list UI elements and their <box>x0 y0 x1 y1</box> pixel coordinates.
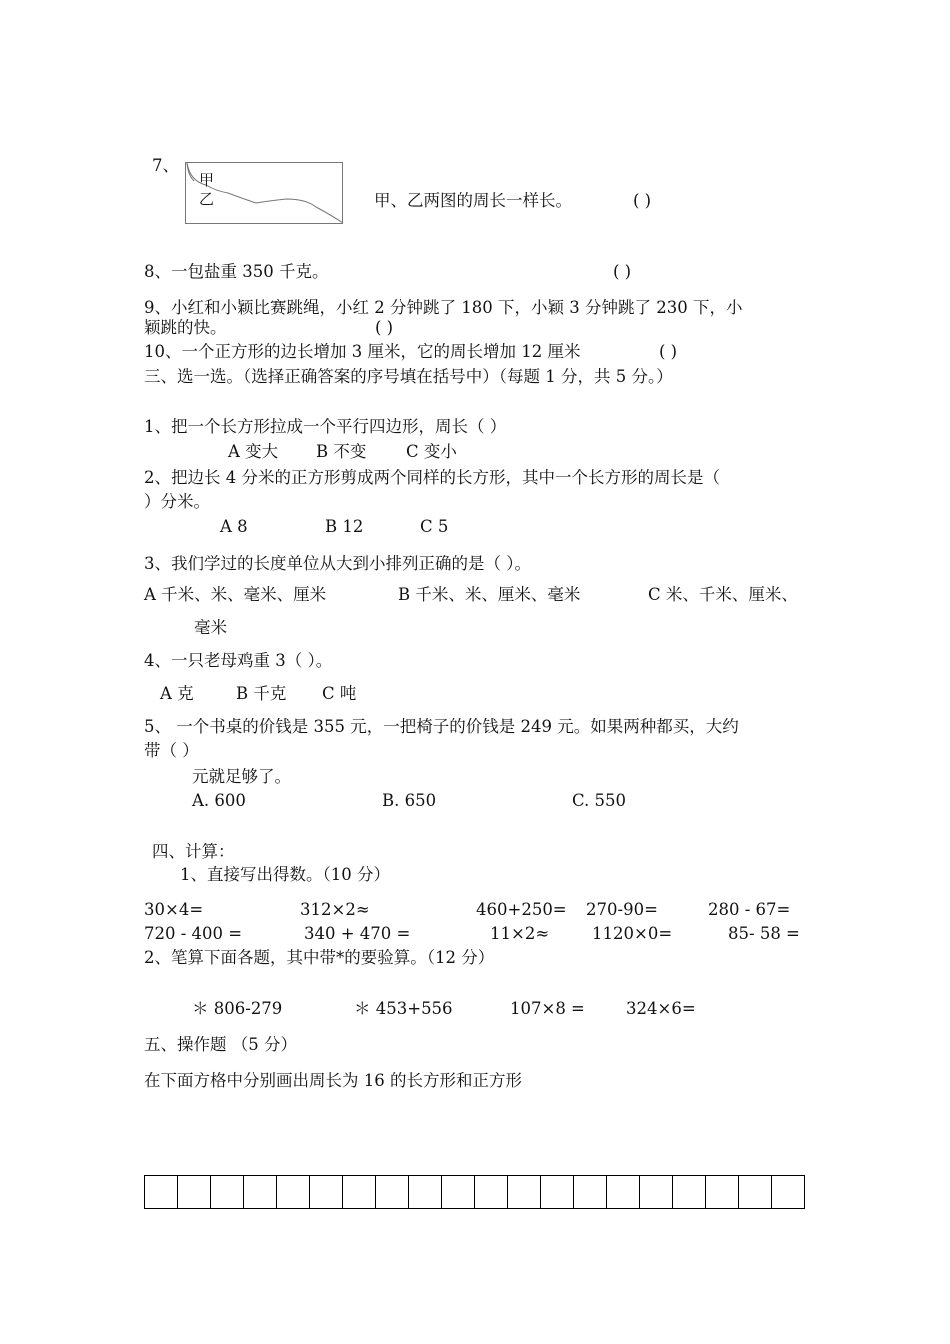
s3-q3-text: 3、我们学过的长度单位从大到小排列正确的是（ ）。 <box>144 554 531 573</box>
grid-cell[interactable] <box>639 1175 673 1209</box>
q9-answer-paren[interactable]: ( ) <box>375 318 394 337</box>
grid-cell[interactable] <box>738 1175 772 1209</box>
q7-label-jia: 甲 <box>199 171 215 189</box>
s3-q5-option-b[interactable]: B. 650 <box>382 791 437 810</box>
section3-title: 三、选一选。（选择正确答案的序号填在括号中）（每题 1 分，共 5 分。） <box>144 367 673 386</box>
s4-sub2: 2、笔算下面各题，其中带*的要验算。（12 分） <box>144 948 495 967</box>
s3-q1-option-c[interactable]: C 变小 <box>406 442 457 461</box>
q8-answer-paren[interactable]: ( ) <box>613 262 632 281</box>
s4-row2-item: 720 - 400 = <box>144 924 243 943</box>
s4-row1-item: 270-90= <box>586 900 658 919</box>
q9-line2: 颖跳的快。 <box>144 318 227 337</box>
grid-cell[interactable] <box>507 1175 541 1209</box>
s5-instruction: 在下面方格中分别画出周长为 16 的长方形和正方形 <box>144 1071 522 1090</box>
s4-row2-item: 85- 58 = <box>728 924 800 943</box>
grid-cell[interactable] <box>705 1175 739 1209</box>
s4-row1-item: 280 - 67= <box>708 900 791 919</box>
s3-q2-option-a[interactable]: A 8 <box>220 517 248 536</box>
q7-number: 7、 <box>152 156 179 175</box>
s3-q3-option-c-cont: 毫米 <box>194 618 227 637</box>
grid-cell[interactable] <box>276 1175 310 1209</box>
s3-q5-line3: 元就足够了。 <box>192 767 291 786</box>
grid-cell[interactable] <box>474 1175 508 1209</box>
s3-q2-option-b[interactable]: B 12 <box>325 517 364 536</box>
grid-cell[interactable] <box>441 1175 475 1209</box>
q7-answer-paren[interactable]: ( ) <box>633 191 652 210</box>
s3-q5-option-a[interactable]: A. 600 <box>192 791 246 810</box>
drawing-grid[interactable] <box>144 1175 805 1209</box>
s4-row3-item: 324×6= <box>626 999 696 1018</box>
s3-q4-option-a[interactable]: A 克 <box>160 684 194 703</box>
q7-figure <box>185 162 343 224</box>
s3-q3-option-c[interactable]: C 米、千米、厘米、 <box>648 585 798 604</box>
s3-q5-option-c[interactable]: C. 550 <box>572 791 627 810</box>
s3-q4-option-b[interactable]: B 千克 <box>236 684 287 703</box>
s3-q1-option-a[interactable]: A 变大 <box>228 442 279 461</box>
s3-q4-option-c[interactable]: C 吨 <box>322 684 357 703</box>
s4-row1-item: 460+250= <box>476 900 567 919</box>
s4-row1-item: 312×2≈ <box>300 900 370 919</box>
q10-text: 10、一个正方形的边长增加 3 厘米，它的周长增加 12 厘米 <box>144 342 581 361</box>
grid-cell[interactable] <box>309 1175 343 1209</box>
q9-line1: 9、小红和小颖比赛跳绳，小红 2 分钟跳了 180 下，小颖 3 分钟跳了 230 下，小 <box>144 298 743 317</box>
s4-row3-item: ＊ 806-279 <box>192 999 283 1018</box>
s3-q1-text: 1、把一个长方形拉成一个平行四边形，周长（ ） <box>144 417 507 436</box>
grid-cell[interactable] <box>771 1175 805 1209</box>
s3-q3-option-b[interactable]: B 千米、米、厘米、毫米 <box>398 585 581 604</box>
s3-q4-text: 4、一只老母鸡重 3（ ）。 <box>144 651 333 670</box>
s4-row3-item: 107×8 = <box>510 999 585 1018</box>
s3-q1-option-b[interactable]: B 不变 <box>316 442 367 461</box>
s4-row2-item: 1120×0= <box>592 924 673 943</box>
grid-cell[interactable] <box>342 1175 376 1209</box>
s4-row2-item: 340 + 470 = <box>304 924 411 943</box>
grid-cell[interactable] <box>573 1175 607 1209</box>
section5-title: 五、操作题 （5 分） <box>144 1035 297 1054</box>
q7-label-yi: 乙 <box>199 190 215 208</box>
s4-row2-item: 11×2≈ <box>490 924 550 943</box>
q8-text: 8、一包盐重 350 千克。 <box>144 262 329 281</box>
grid-cell[interactable] <box>177 1175 211 1209</box>
s4-sub1: 1、直接写出得数。（10 分） <box>180 865 390 884</box>
grid-cell[interactable] <box>606 1175 640 1209</box>
s4-row1-item: 30×4= <box>144 900 204 919</box>
grid-cell[interactable] <box>144 1175 178 1209</box>
grid-cell[interactable] <box>210 1175 244 1209</box>
q7-text: 甲、乙两图的周长一样长。 <box>374 191 572 210</box>
s3-q2-line1: 2、把边长 4 分米的正方形剪成两个同样的长方形，其中一个长方形的周长是（ <box>144 468 720 487</box>
grid-cell[interactable] <box>540 1175 574 1209</box>
s3-q5-line2: 带（ ） <box>144 741 199 760</box>
s3-q5-line1: 5、 一个书桌的价钱是 355 元，一把椅子的价钱是 249 元。如果两种都买，大约 <box>144 717 739 736</box>
s3-q2-line2: ）分米。 <box>144 492 210 511</box>
grid-cell[interactable] <box>243 1175 277 1209</box>
grid-cell[interactable] <box>672 1175 706 1209</box>
grid-cell[interactable] <box>375 1175 409 1209</box>
s3-q2-option-c[interactable]: C 5 <box>420 517 449 536</box>
s4-row3-item: ＊ 453+556 <box>354 999 453 1018</box>
section4-title: 四、计算： <box>152 842 235 861</box>
s3-q3-option-a[interactable]: A 千米、米、毫米、厘米 <box>144 585 327 604</box>
grid-cell[interactable] <box>408 1175 442 1209</box>
q10-answer-paren[interactable]: ( ) <box>659 342 678 361</box>
